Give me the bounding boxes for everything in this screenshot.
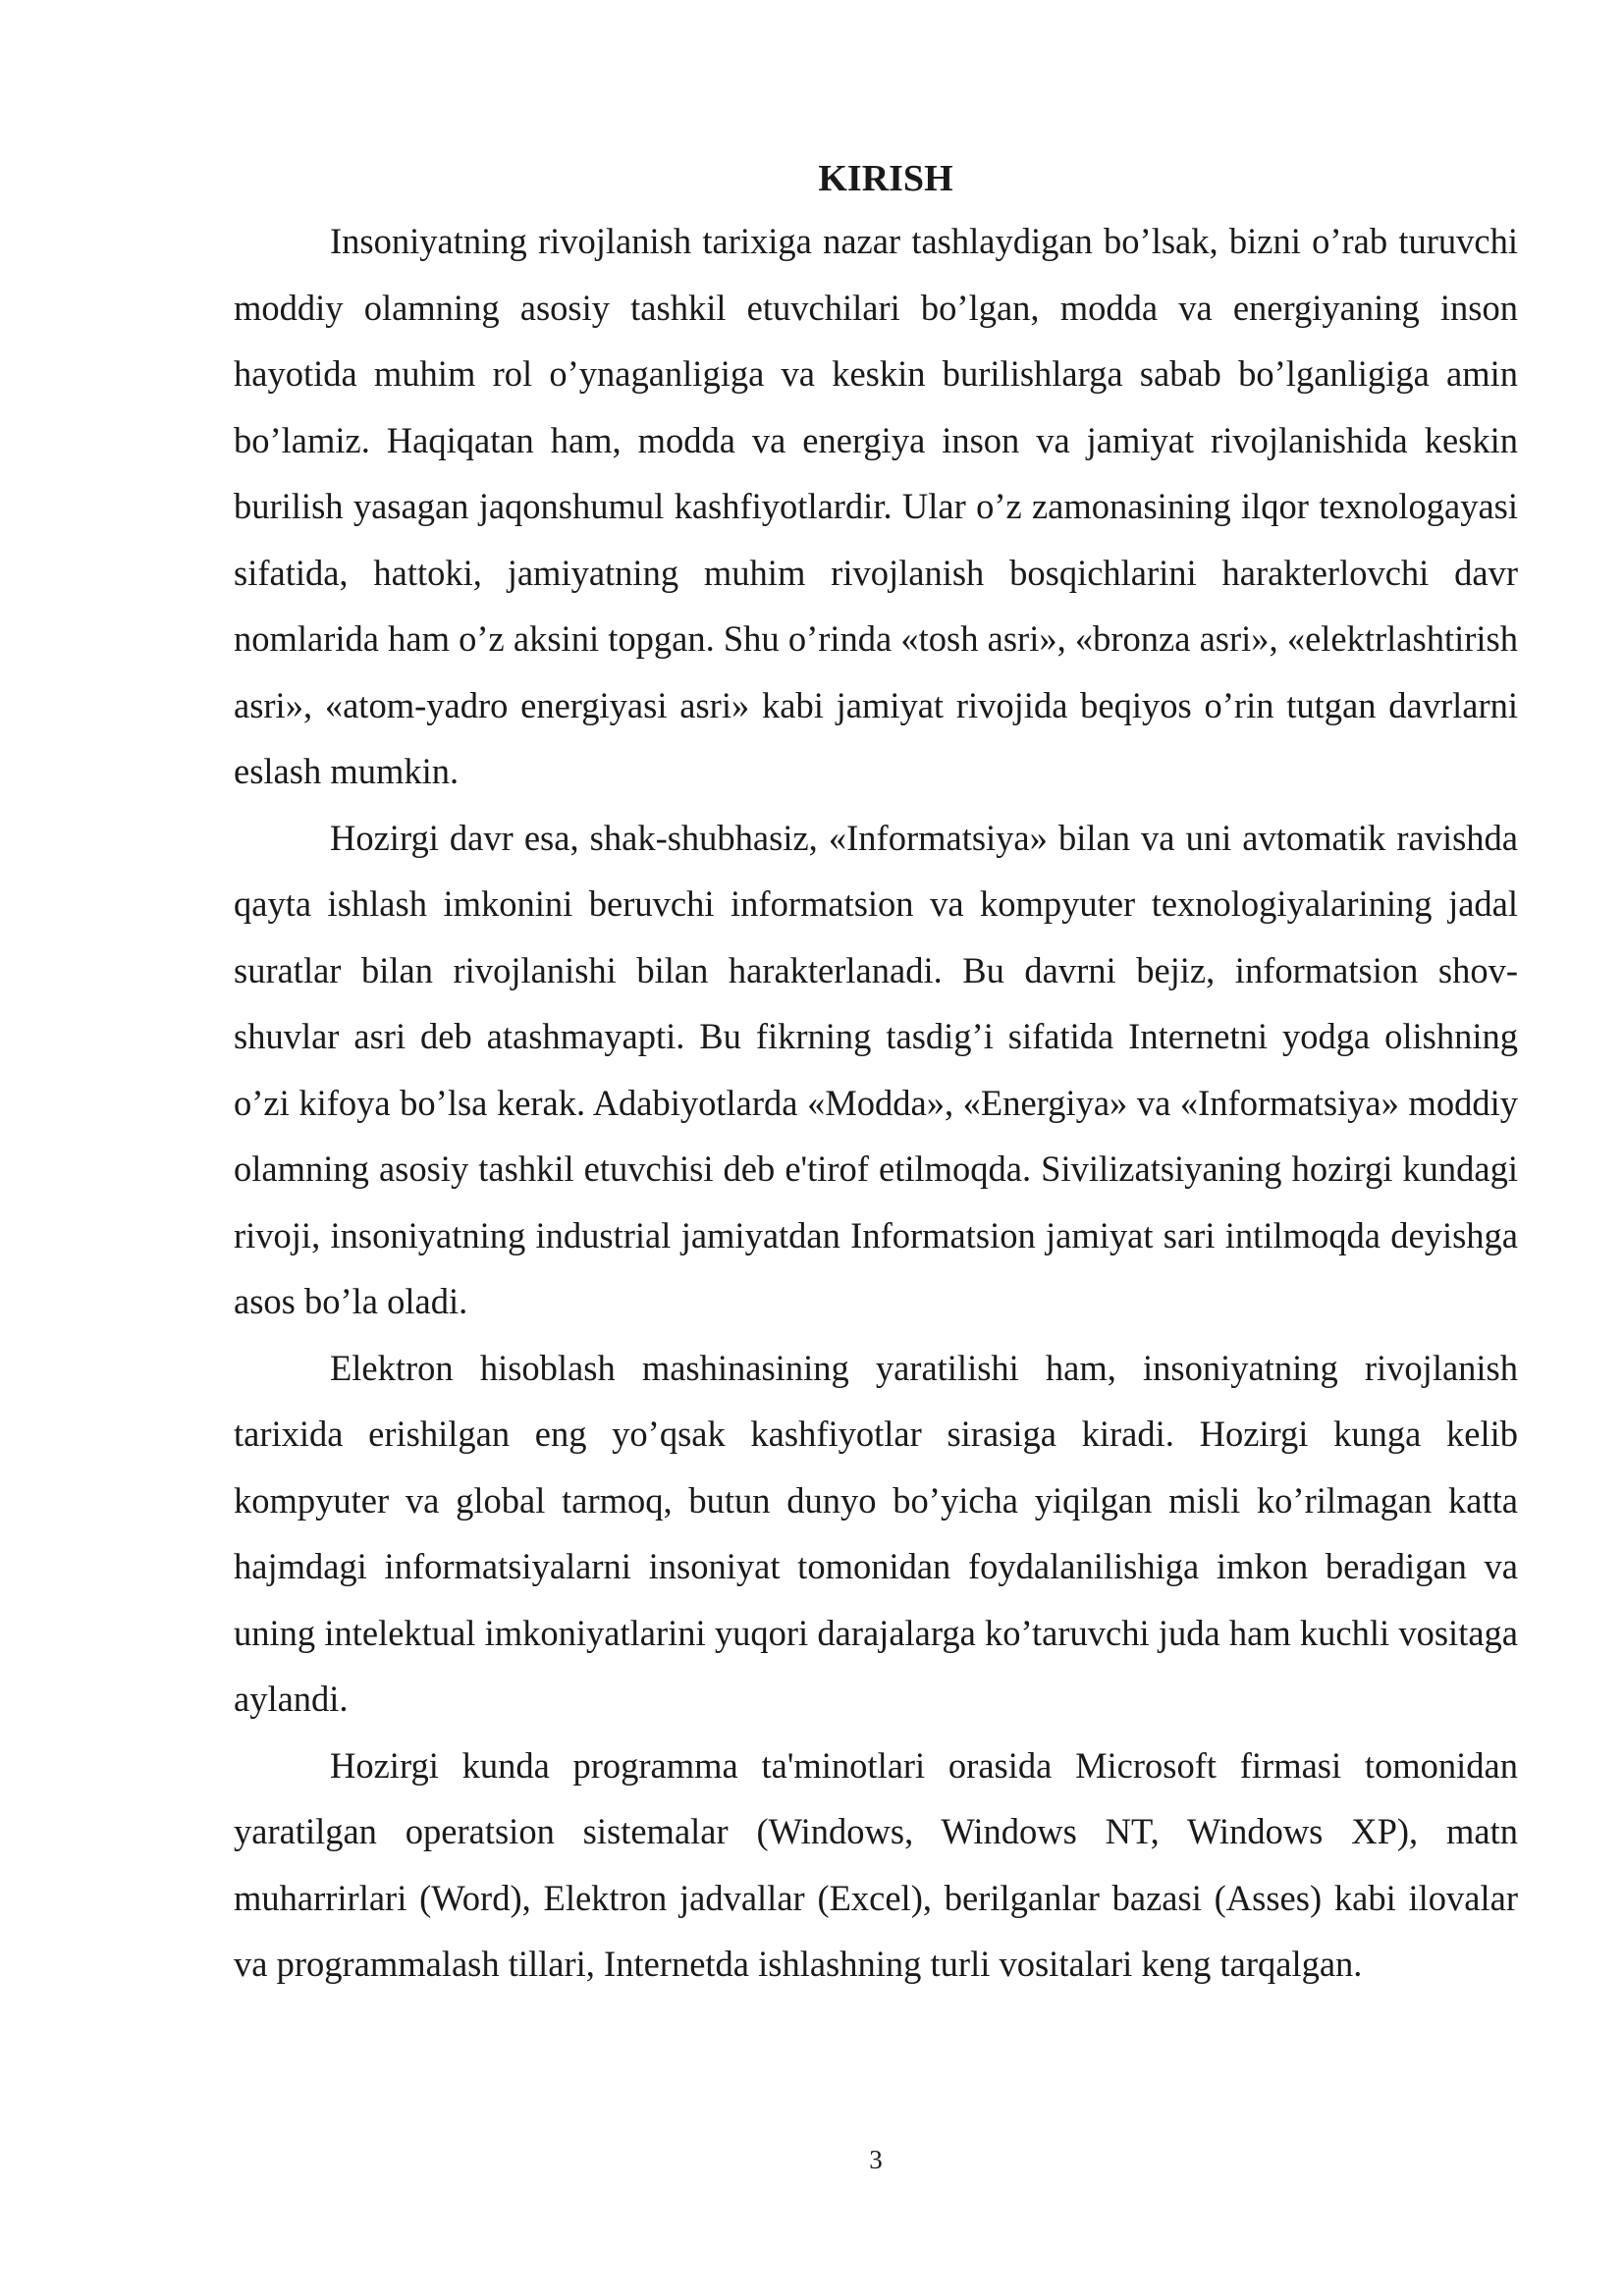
paragraph-1: Insoniyatning rivojlanish tarixiga nazar tashlaydigan bo’lsak, bizni o’rab turuvchi moddiy olamning asosiy tashkil etuvchilari bo’lgan, modda va energiyaning inson hayotida muhim rol o’ynaganligiga va keskin burilishlarga sabab bo’lganligiga amin bo’lamiz. Haqiqatan ham, modda va energiya inson va jamiyat rivojlanishida keskin burilish yasagan jaqonshumul kashfiyotlardir. Ular o’z zamonasining ilqor texnologayasi sifatida, hattoki, jamiyatning muhim rivojlanish bosqichlarini harakterlovchi davr nomlarida ham o’z aksini topgan. Shu o’rinda «tosh asri», «bronza asri», «elektrlashtirish asri», «atom-yadro energiyasi asri» kabi jamiyat rivojida beqiyos o’rin tutgan davrlarni eslash mumkin.	[234, 221, 1518, 791]
page-content	[234, 149, 1518, 1998]
page-title: KIRISH	[818, 158, 953, 199]
paragraph-3: Elektron hisoblash mashinasining yaratilishi ham, insoniyatning rivojlanish tarixida erishilgan eng yo’qsak kashfiyotlar sirasiga kiradi. Hozirgi kunga kelib kompyuter va global tarmoq, butun dunyo bo’yicha yiqilgan misli ko’rilmagan katta hajmdagi informatsiyalarni insoniyat tomonidan foydalanilishiga imkon beradigan va uning intelektual imkoniyatlarini yuqori darajalarga ko’taruvchi juda ham kuchli vositaga aylandi.	[234, 1347, 1518, 1719]
paragraph-4: Hozirgi kunda programma ta'minotlari orasida Microsoft firmasi tomonidan yaratilgan operatsion sistemalar (Windows, Windows NT, Windows XP), matn muharrirlari (Word), Elektron jadvallar (Excel), berilganlar bazasi (Asses) kabi ilovalar va programmalash tillari, Internetda ishlashning turli vositalari keng tarqalgan.	[234, 1744, 1518, 1984]
paragraph-2: Hozirgi davr esa, shak-shubhasiz, «Informatsiya» bilan va uni avtomatik ravishda qayta ishlash imkonini beruvchi informatsion va kompyuter texnologiyalarining jadal suratlar bilan rivojlanishi bilan harakterlanadi. Bu davrni bejiz, informatsion shov-shuvlar asri deb atashmayapti. Bu fikrning tasdig’i sifatida Internetni yodga olishning o’zi kifoya bo’lsa kerak. Adabiyotlarda «Modda», «Energiya» va «Informatsiya» moddiy olamning asosiy tashkil etuvchisi deb e'tirof etilmoqda. Sivilizatsiyaning hozirgi kundagi rivoji, insoniyatning industrial jamiyatdan Informatsion jamiyat sari intilmoqda deyishga asos bo’la oladi.	[234, 817, 1518, 1321]
page-number: 3	[869, 2145, 883, 2174]
